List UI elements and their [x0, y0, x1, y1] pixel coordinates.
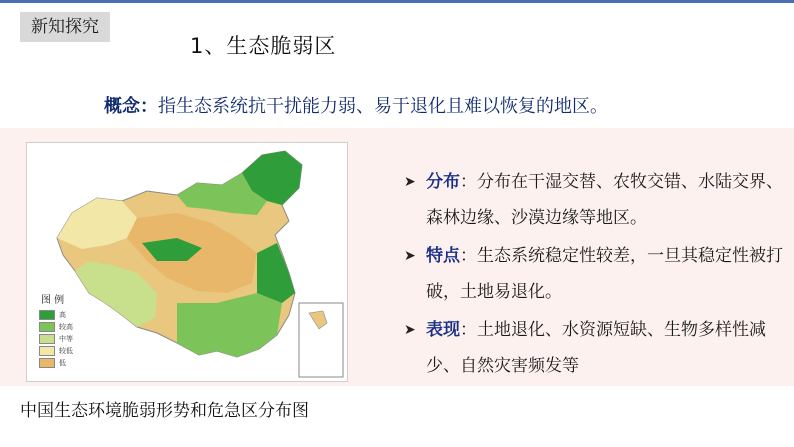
concept-text: 指生态系统抗干扰能力弱、易于退化且难以恢复的地区。	[158, 96, 608, 117]
legend-item	[39, 333, 73, 344]
bullet-key: 特点	[426, 246, 460, 266]
bullet-list	[404, 164, 789, 386]
legend-label: 高	[59, 310, 66, 319]
bullet-distribution	[404, 164, 789, 236]
bullet-text: ：分布在干湿交替、农牧交错、水陆交界、森林边缘、沙漠边缘等地区。	[426, 172, 783, 228]
china-map-image	[27, 143, 349, 383]
map-legend	[39, 309, 73, 369]
bullet-manifestation	[404, 312, 789, 384]
legend-swatch	[39, 310, 55, 320]
bullet-key: 分布	[426, 172, 460, 192]
figure-caption: 中国生态环境脆弱形势和危急区分布图	[20, 401, 309, 421]
legend-swatch	[39, 358, 55, 368]
concept-label: 概念：	[104, 96, 158, 117]
legend-label: 中等	[59, 334, 73, 343]
concept-line	[104, 92, 608, 118]
bullet-text: ：土地退化、水资源短缺、生物多样性减少、自然灾害频发等	[426, 320, 766, 376]
legend-item	[39, 345, 73, 356]
page-title: 1、生态脆弱区	[190, 34, 337, 58]
legend-swatch	[39, 334, 55, 344]
legend-item	[39, 321, 73, 332]
legend-item	[39, 309, 73, 320]
arrow-icon: ➤	[404, 174, 416, 190]
top-rule	[0, 0, 794, 3]
bullet-key: 表现	[426, 320, 460, 340]
bullet-features	[404, 238, 789, 310]
legend-swatch	[39, 322, 55, 332]
legend-label: 较高	[59, 322, 73, 331]
section-tag: 新知探究	[20, 12, 110, 42]
legend-label: 低	[59, 358, 66, 367]
legend-swatch	[39, 346, 55, 356]
arrow-icon: ➤	[404, 248, 416, 264]
legend-title: 图 例	[41, 295, 65, 306]
legend-label: 较低	[59, 346, 73, 355]
legend-item	[39, 357, 73, 368]
arrow-icon: ➤	[404, 322, 416, 338]
bullet-text: ：生态系统稳定性较差，一旦其稳定性被打破，土地易退化。	[426, 246, 783, 302]
china-map-figure	[26, 142, 348, 382]
